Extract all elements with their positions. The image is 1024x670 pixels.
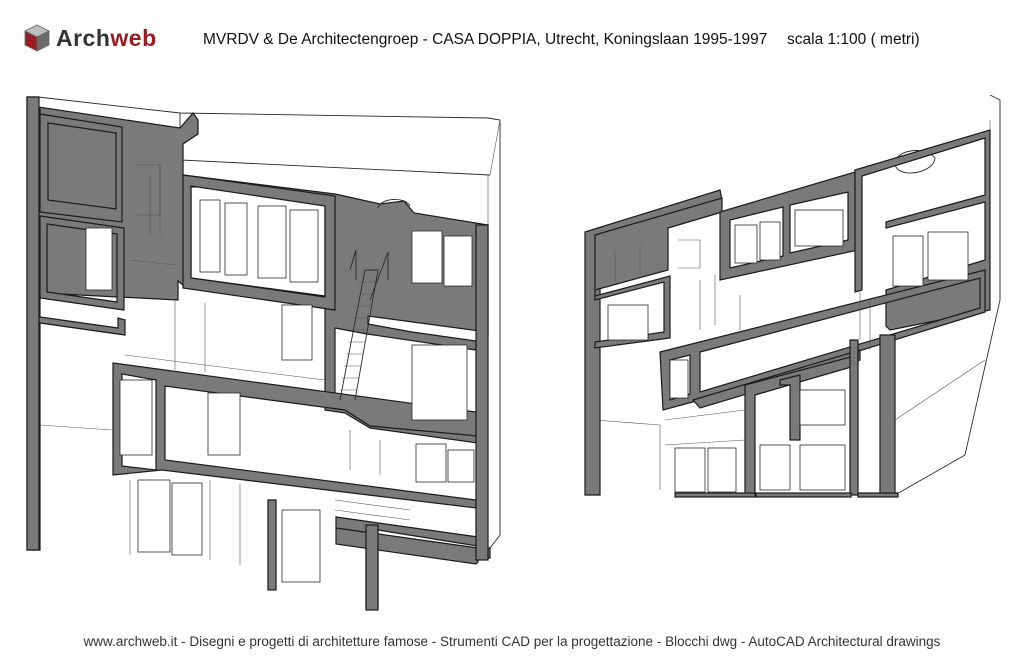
right-section-axonometric [585, 95, 1000, 497]
section-drawings [0, 80, 1024, 620]
left-left-wall [27, 97, 39, 550]
right-lower-pier [850, 340, 858, 495]
archweb-logo[interactable] [24, 24, 174, 54]
left-right-wall [476, 225, 488, 560]
logo-text-arch: Arch [56, 25, 111, 51]
left-roof-edge [180, 113, 490, 175]
footer-credits: www.archweb.it - Disegni e progetti di architetture famose - Strumenti CAD per la progettazione - Blocchi dwg - AutoCAD Architectural drawings [83, 634, 941, 649]
right-lower-partition [780, 375, 800, 440]
drawing-scale: scala 1:100 ( metri) [787, 31, 920, 48]
left-bottom-pier [268, 500, 276, 590]
cube-logo-icon [24, 24, 50, 52]
right-ground-line [675, 493, 755, 497]
right-lower-column [880, 335, 895, 495]
logo-text-web: web [110, 25, 157, 51]
logo-wordmark [56, 25, 157, 52]
header [0, 0, 1024, 70]
left-section-axonometric [27, 97, 500, 610]
drawing-title: MVRDV & De Architectengroep - CASA DOPPIA, Utrecht, Koningslaan 1995-1997 [203, 31, 768, 48]
left-bottom-pier-2 [366, 525, 378, 610]
